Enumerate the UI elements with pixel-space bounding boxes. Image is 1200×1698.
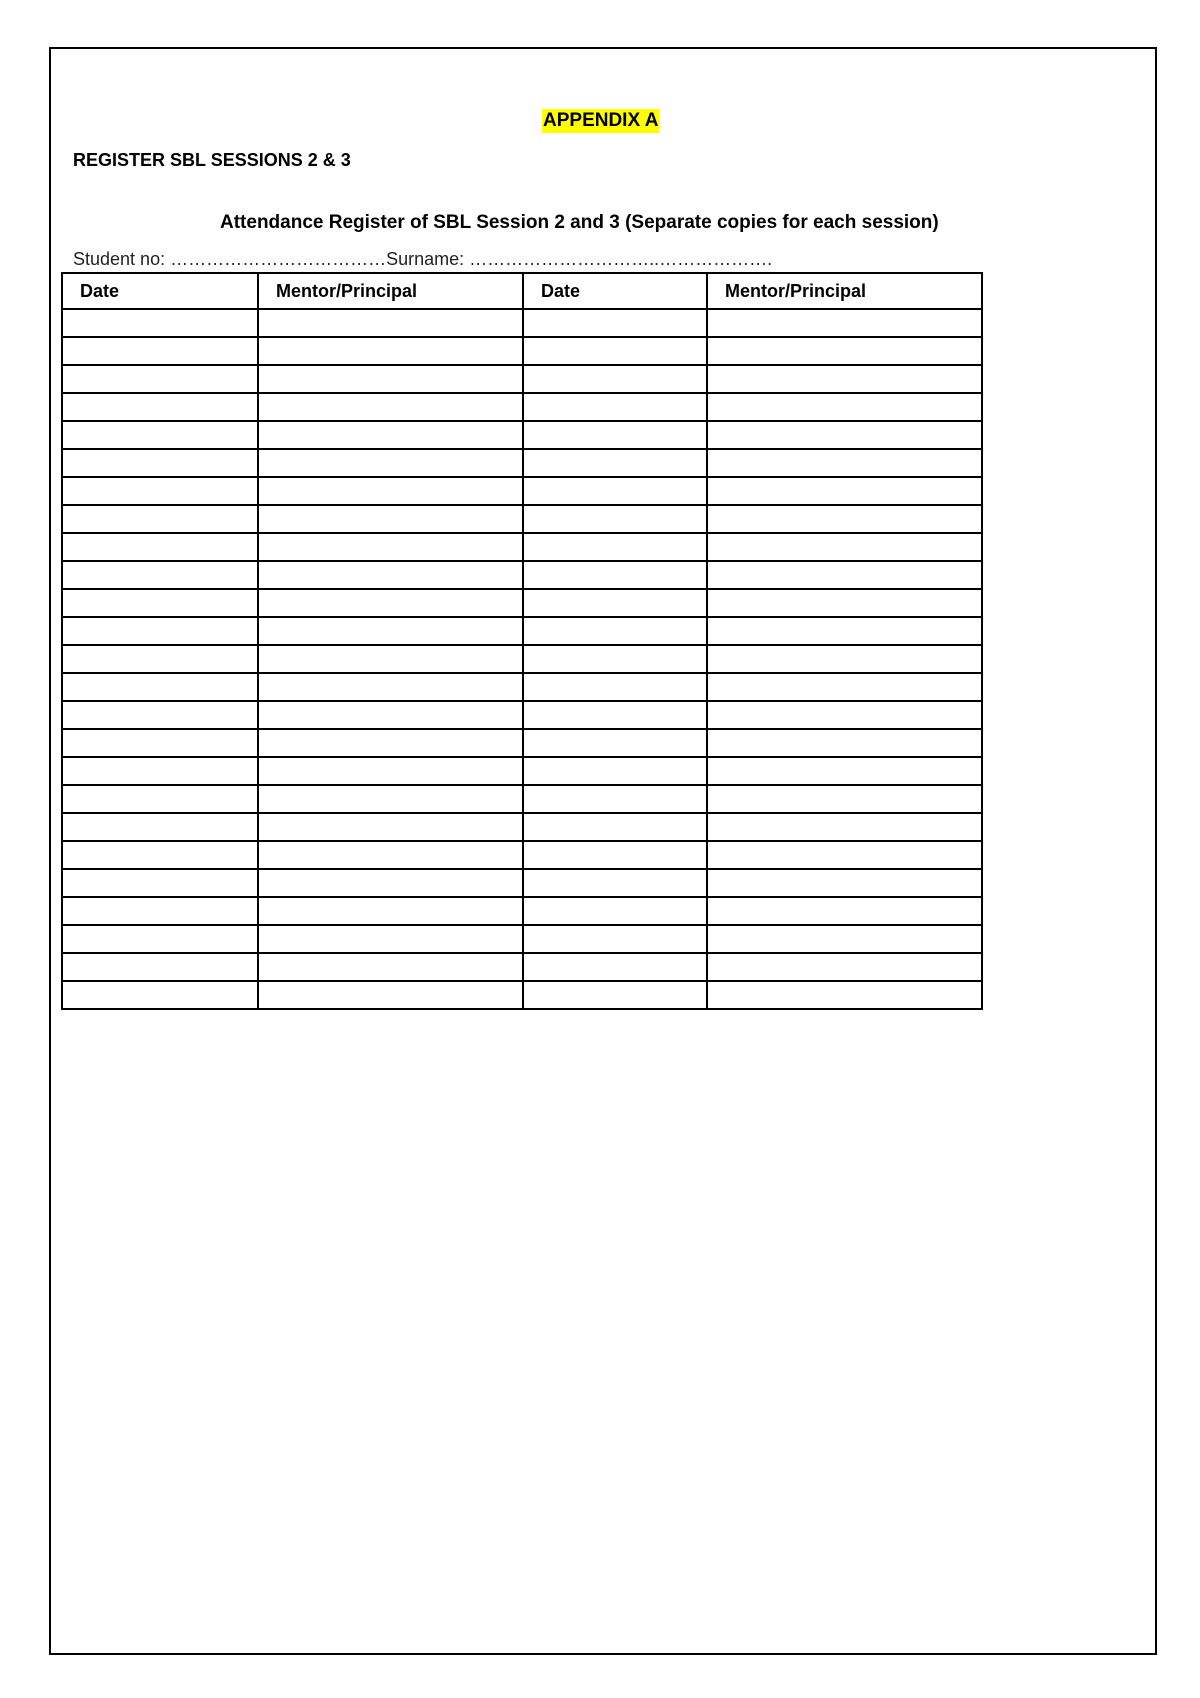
table-cell[interactable]: [707, 477, 982, 505]
table-row: [62, 309, 982, 337]
table-cell[interactable]: [707, 337, 982, 365]
table-cell[interactable]: [62, 589, 258, 617]
table-cell[interactable]: [62, 477, 258, 505]
table-cell[interactable]: [62, 617, 258, 645]
table-cell[interactable]: [258, 421, 523, 449]
table-cell[interactable]: [62, 869, 258, 897]
table-row: [62, 701, 982, 729]
table-cell[interactable]: [523, 785, 707, 813]
table-cell[interactable]: [258, 589, 523, 617]
table-cell[interactable]: [62, 673, 258, 701]
table-row: [62, 953, 982, 981]
table-cell[interactable]: [62, 645, 258, 673]
table-cell[interactable]: [258, 897, 523, 925]
table-cell[interactable]: [523, 533, 707, 561]
attendance-table-body: [62, 309, 982, 1009]
table-cell[interactable]: [707, 869, 982, 897]
table-cell[interactable]: [62, 981, 258, 1009]
table-row: [62, 365, 982, 393]
table-cell[interactable]: [523, 421, 707, 449]
table-row: [62, 561, 982, 589]
table-cell[interactable]: [62, 561, 258, 589]
table-cell[interactable]: [707, 645, 982, 673]
table-cell[interactable]: [258, 869, 523, 897]
table-cell[interactable]: [523, 337, 707, 365]
table-cell[interactable]: [707, 421, 982, 449]
table-cell[interactable]: [62, 449, 258, 477]
table-cell[interactable]: [707, 897, 982, 925]
table-cell[interactable]: [707, 309, 982, 337]
table-row: [62, 337, 982, 365]
table-cell[interactable]: [258, 337, 523, 365]
table-cell[interactable]: [707, 393, 982, 421]
table-cell[interactable]: [707, 533, 982, 561]
register-heading: REGISTER SBL SESSIONS 2 & 3: [73, 150, 351, 170]
table-row: [62, 813, 982, 841]
table-cell[interactable]: [707, 589, 982, 617]
table-cell[interactable]: [258, 561, 523, 589]
table-row: [62, 897, 982, 925]
table-cell[interactable]: [62, 841, 258, 869]
table-cell[interactable]: [258, 785, 523, 813]
table-row: [62, 449, 982, 477]
header-mentor-principal-2: Mentor/Principal: [707, 273, 982, 309]
table-cell[interactable]: [62, 757, 258, 785]
table-row: [62, 673, 982, 701]
table-row: [62, 925, 982, 953]
table-cell[interactable]: [62, 365, 258, 393]
table-cell[interactable]: [258, 981, 523, 1009]
table-cell[interactable]: [258, 729, 523, 757]
table-cell[interactable]: [707, 561, 982, 589]
table-row: [62, 421, 982, 449]
table-cell[interactable]: [258, 813, 523, 841]
table-cell[interactable]: [62, 421, 258, 449]
table-row: [62, 981, 982, 1009]
table-cell[interactable]: [707, 953, 982, 981]
table-row: [62, 617, 982, 645]
table-cell[interactable]: [707, 813, 982, 841]
table-cell[interactable]: [258, 309, 523, 337]
table-cell[interactable]: [258, 925, 523, 953]
table-cell[interactable]: [523, 477, 707, 505]
table-cell[interactable]: [707, 841, 982, 869]
appendix-label: APPENDIX A: [543, 110, 659, 131]
table-cell[interactable]: [707, 729, 982, 757]
table-row: [62, 785, 982, 813]
table-row: [62, 757, 982, 785]
table-row: [62, 393, 982, 421]
table-cell[interactable]: [62, 505, 258, 533]
table-cell[interactable]: [523, 589, 707, 617]
table-cell[interactable]: [62, 393, 258, 421]
table-row: [62, 505, 982, 533]
table-cell[interactable]: [707, 449, 982, 477]
table-cell[interactable]: [62, 953, 258, 981]
table-row: [62, 729, 982, 757]
table-cell[interactable]: [258, 953, 523, 981]
attendance-table: [61, 272, 983, 1010]
table-cell[interactable]: [523, 617, 707, 645]
table-header-row: [62, 273, 982, 309]
table-cell[interactable]: [62, 309, 258, 337]
table-cell[interactable]: [707, 925, 982, 953]
table-cell[interactable]: [62, 897, 258, 925]
table-cell[interactable]: [523, 701, 707, 729]
table-cell[interactable]: [523, 449, 707, 477]
table-cell[interactable]: [258, 841, 523, 869]
table-cell[interactable]: [258, 645, 523, 673]
student-info-line: Student no: ………………………………Surname: …………………………..……………….: [73, 249, 773, 269]
table-cell[interactable]: [523, 813, 707, 841]
header-date-2: Date: [523, 273, 707, 309]
table-cell[interactable]: [707, 981, 982, 1009]
table-cell[interactable]: [62, 785, 258, 813]
table-cell[interactable]: [523, 645, 707, 673]
table-cell[interactable]: [707, 757, 982, 785]
table-cell[interactable]: [707, 365, 982, 393]
table-cell[interactable]: [523, 393, 707, 421]
table-row: [62, 645, 982, 673]
header-date-1: Date: [62, 273, 258, 309]
table-cell[interactable]: [523, 897, 707, 925]
table-cell[interactable]: [523, 981, 707, 1009]
register-subtitle: Attendance Register of SBL Session 2 and 3 (Separate copies for each session): [220, 212, 939, 233]
table-cell[interactable]: [62, 533, 258, 561]
table-row: [62, 869, 982, 897]
table-cell[interactable]: [62, 701, 258, 729]
table-cell[interactable]: [258, 505, 523, 533]
table-cell[interactable]: [258, 477, 523, 505]
table-row: [62, 841, 982, 869]
table-cell[interactable]: [258, 365, 523, 393]
table-cell[interactable]: [707, 673, 982, 701]
table-cell[interactable]: [62, 925, 258, 953]
table-cell[interactable]: [707, 785, 982, 813]
table-cell[interactable]: [523, 309, 707, 337]
table-cell[interactable]: [523, 757, 707, 785]
table-cell[interactable]: [523, 673, 707, 701]
table-cell[interactable]: [258, 757, 523, 785]
table-row: [62, 589, 982, 617]
table-cell[interactable]: [258, 533, 523, 561]
table-cell[interactable]: [258, 673, 523, 701]
table-row: [62, 533, 982, 561]
table-cell[interactable]: [258, 449, 523, 477]
table-cell[interactable]: [62, 337, 258, 365]
table-cell[interactable]: [62, 729, 258, 757]
table-cell[interactable]: [707, 505, 982, 533]
table-cell[interactable]: [523, 365, 707, 393]
table-cell[interactable]: [62, 813, 258, 841]
table-cell[interactable]: [707, 701, 982, 729]
table-cell[interactable]: [707, 617, 982, 645]
table-cell[interactable]: [523, 953, 707, 981]
table-cell[interactable]: [258, 617, 523, 645]
table-cell[interactable]: [258, 701, 523, 729]
table-cell[interactable]: [523, 729, 707, 757]
table-cell[interactable]: [523, 925, 707, 953]
header-mentor-principal-1: Mentor/Principal: [258, 273, 523, 309]
table-cell[interactable]: [258, 393, 523, 421]
table-cell[interactable]: [523, 869, 707, 897]
table-cell[interactable]: [523, 505, 707, 533]
table-cell[interactable]: [523, 841, 707, 869]
table-row: [62, 477, 982, 505]
table-cell[interactable]: [523, 561, 707, 589]
